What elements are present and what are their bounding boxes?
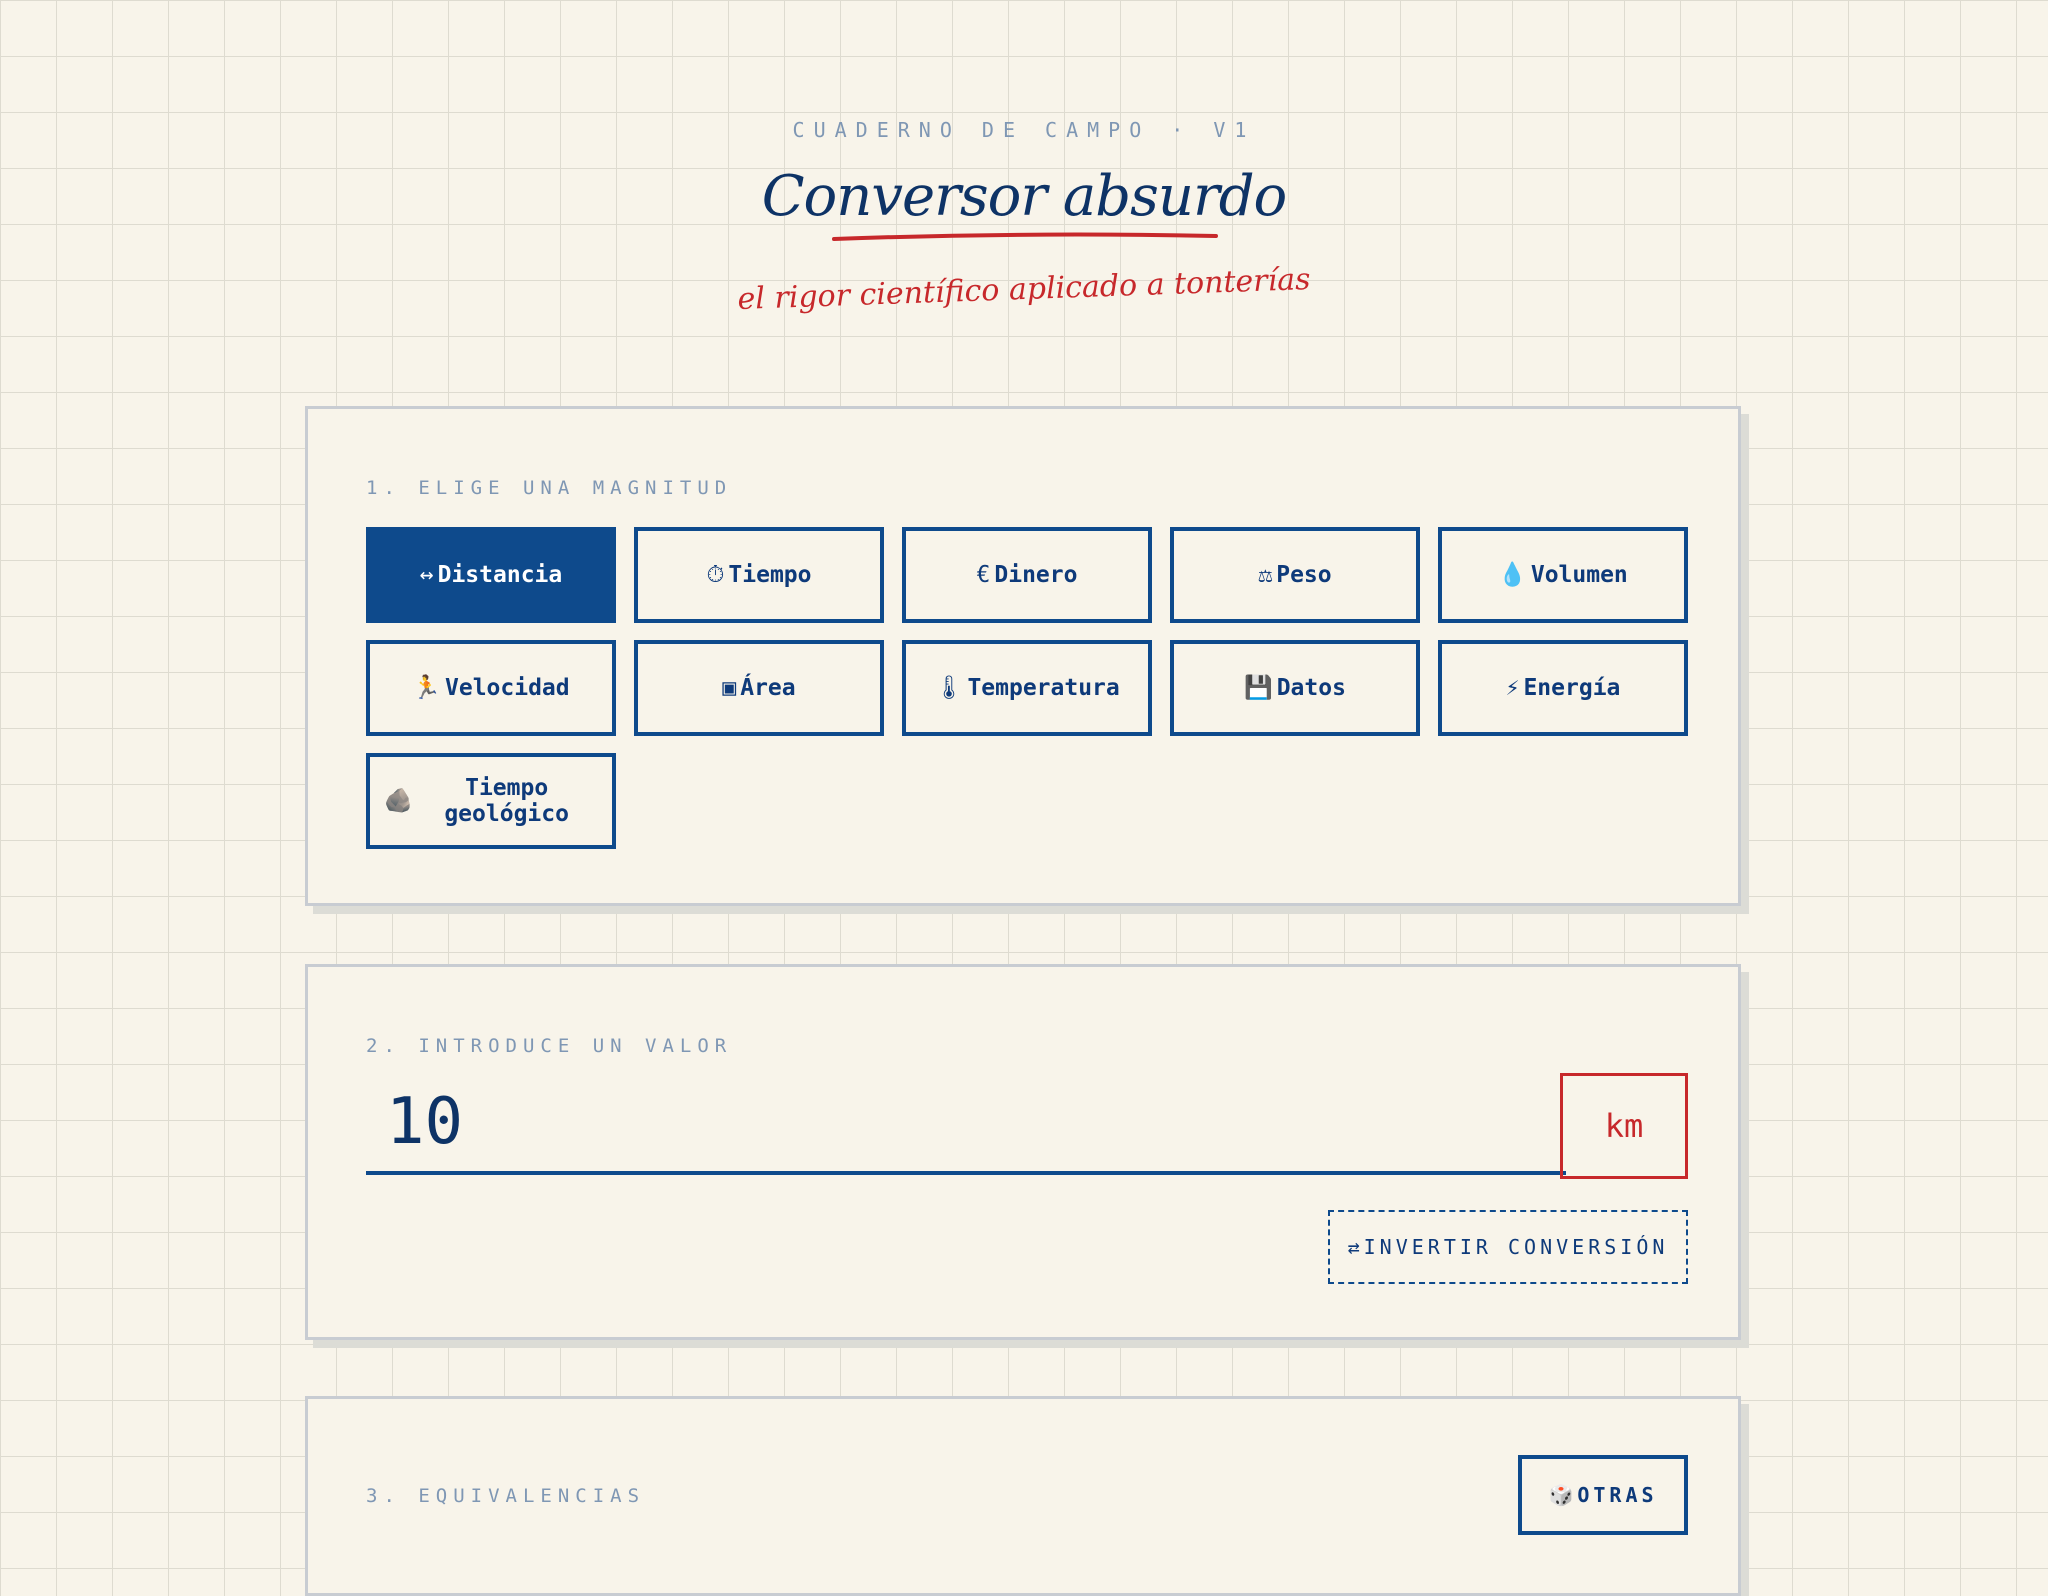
invert-label: INVERTIR CONVERSIÓN bbox=[1363, 1235, 1669, 1259]
tagline: el rigor científico aplicado a tonterías bbox=[736, 262, 1312, 317]
swap-arrows-icon: ⇄ bbox=[1347, 1235, 1364, 1259]
unit-selector[interactable]: km bbox=[1560, 1073, 1688, 1179]
step2-label: 2. INTRODUCE UN VALOR bbox=[366, 1035, 733, 1057]
magnitude-label: Distancia bbox=[437, 562, 563, 588]
value-input[interactable] bbox=[366, 1073, 1566, 1175]
scale-icon: ⚖ bbox=[1258, 562, 1273, 588]
magnitude-volumen-button[interactable] bbox=[1438, 527, 1688, 623]
lightning-icon: ⚡ bbox=[1505, 675, 1520, 701]
runner-icon: 🏃 bbox=[412, 675, 441, 701]
notebook-eyebrow: CUADERNO DE CAMPO · V1 bbox=[792, 118, 1256, 142]
title-underline bbox=[830, 230, 1220, 244]
arrows-horizontal-icon: ↔ bbox=[419, 562, 434, 588]
droplet-icon: 💧 bbox=[1498, 562, 1527, 588]
magnitude-dinero-button[interactable] bbox=[902, 527, 1152, 623]
euro-icon: € bbox=[976, 562, 991, 588]
equivalences-card bbox=[305, 1396, 1741, 1596]
magnitude-distancia-button[interactable] bbox=[366, 527, 616, 623]
magnitude-label: Datos bbox=[1276, 675, 1346, 701]
step3-label: 3. EQUIVALENCIAS bbox=[366, 1485, 646, 1507]
magnitude-energia-button[interactable] bbox=[1438, 640, 1688, 736]
otras-label: OTRAS bbox=[1577, 1483, 1658, 1507]
magnitude-velocidad-button[interactable] bbox=[366, 640, 616, 736]
magnitude-label: Energía bbox=[1523, 675, 1621, 701]
magnitude-tiempo-button[interactable] bbox=[634, 527, 884, 623]
invert-conversion-button[interactable] bbox=[1328, 1210, 1688, 1284]
magnitude-peso-button[interactable] bbox=[1170, 527, 1420, 623]
otras-button[interactable] bbox=[1518, 1455, 1688, 1535]
value-card bbox=[305, 964, 1741, 1340]
magnitude-datos-button[interactable] bbox=[1170, 640, 1420, 736]
magnitude-temperatura-button[interactable] bbox=[902, 640, 1152, 736]
magnitude-card bbox=[305, 406, 1741, 906]
magnitude-label: Volumen bbox=[1530, 562, 1628, 588]
floppy-disk-icon: 💾 bbox=[1244, 675, 1273, 701]
magnitude-tiempo-geologico-button[interactable] bbox=[366, 753, 616, 849]
magnitude-label: Temperatura bbox=[967, 675, 1120, 701]
magnitude-label: Velocidad bbox=[445, 675, 570, 701]
page-title: Conversor absurdo bbox=[761, 164, 1287, 229]
magnitude-label: Peso bbox=[1276, 562, 1332, 588]
rock-icon: 🪨 bbox=[384, 788, 413, 814]
magnitude-label: Área bbox=[740, 675, 796, 701]
magnitude-label: Tiempo bbox=[728, 562, 812, 588]
stopwatch-icon: ⏱ bbox=[706, 562, 725, 588]
thermometer-icon: 🌡 bbox=[934, 675, 964, 701]
dice-icon: 🎲 bbox=[1548, 1483, 1578, 1507]
step1-label: 1. ELIGE UNA MAGNITUD bbox=[366, 477, 733, 499]
magnitude-area-button[interactable] bbox=[634, 640, 884, 736]
magnitude-label: Tiempo geológico bbox=[444, 775, 569, 827]
square-icon: ▣ bbox=[722, 675, 737, 701]
magnitude-label: Dinero bbox=[994, 562, 1078, 588]
